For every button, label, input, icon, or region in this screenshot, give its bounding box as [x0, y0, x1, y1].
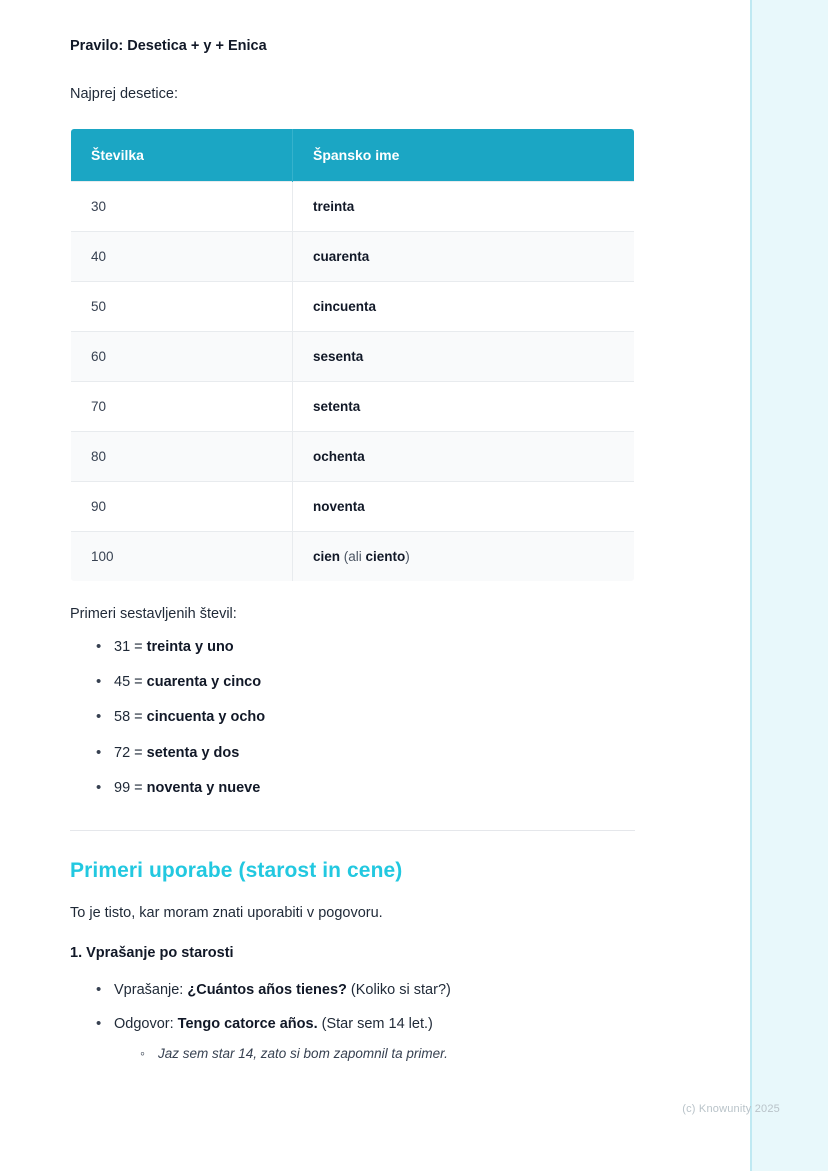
cell-spanish-main: cien — [313, 548, 341, 564]
cell-number: 100 — [71, 531, 293, 581]
section-intro: To je tisto, kar moram znati uporabiti v pogovoru. — [70, 904, 383, 921]
column-header-spanish: Špansko ime — [293, 128, 635, 181]
qa-note-list — [114, 1044, 680, 1064]
example-number: 45 = — [114, 673, 147, 690]
example-number: 72 = — [114, 744, 147, 761]
cell-number: 50 — [71, 281, 293, 331]
table-row — [71, 331, 635, 381]
qa-lead: Vprašanje: — [114, 981, 188, 998]
cell-spanish: setenta — [293, 381, 635, 431]
examples-label: Primeri sestavljenih števil: — [70, 605, 237, 622]
page-side-strip — [750, 0, 828, 1171]
cell-spanish: treinta — [293, 181, 635, 231]
rule-label: Pravilo — [70, 38, 119, 54]
cell-spanish: ochenta — [293, 431, 635, 481]
list-item — [96, 979, 680, 1001]
cell-number: 90 — [71, 481, 293, 531]
table-header-row — [71, 128, 635, 181]
cell-number: 40 — [71, 231, 293, 281]
alt-word: ciento — [365, 548, 406, 564]
rule-heading — [70, 36, 680, 58]
qa-translation: (Koliko si star?) — [346, 981, 451, 998]
table-row — [71, 481, 635, 531]
alt-prefix: (ali — [340, 548, 366, 564]
list-item — [96, 1013, 680, 1064]
table-row — [71, 281, 635, 331]
rule-text: : Desetica + y + Enica — [118, 38, 267, 54]
example-word: noventa y nueve — [146, 780, 261, 797]
list-item: ◦ Jaz sem star 14, zato si bom zapomnil ta primer. — [140, 1044, 680, 1064]
intro-text: Najprej desetice: — [70, 85, 178, 102]
example-word: cincuenta y ocho — [146, 709, 266, 726]
cell-spanish: cuarenta — [293, 231, 635, 281]
numbers-table — [70, 128, 635, 582]
table-row — [71, 231, 635, 281]
list-item — [96, 706, 680, 728]
watermark: (c) Knowunity 2025 — [682, 1103, 780, 1115]
qa-list — [70, 979, 680, 1064]
list-item — [96, 742, 680, 764]
table-row — [71, 181, 635, 231]
list-item — [96, 777, 680, 799]
cell-number: 30 — [71, 181, 293, 231]
table-row — [71, 431, 635, 481]
list-item — [96, 636, 680, 658]
example-number: 99 = — [114, 780, 147, 797]
example-number: 31 = — [114, 638, 147, 655]
column-header-number: Številka — [71, 128, 293, 181]
cell-spanish: cincuenta — [293, 281, 635, 331]
table-row — [71, 531, 635, 581]
qa-phrase: Tengo catorce años. — [177, 1016, 318, 1033]
numbers-table-body — [71, 181, 635, 581]
qa-translation: (Star sem 14 let.) — [317, 1016, 433, 1033]
section-title: Primeri uporabe (starost in cene) — [70, 858, 403, 882]
example-word: setenta y dos — [146, 744, 240, 761]
cell-spanish — [293, 531, 635, 581]
example-word: cuarenta y cinco — [146, 673, 262, 690]
cell-spanish: noventa — [293, 481, 635, 531]
cell-number: 60 — [71, 331, 293, 381]
examples-list — [70, 636, 680, 800]
alt-suffix: ) — [405, 548, 410, 564]
example-number: 58 = — [114, 709, 147, 726]
cell-number: 70 — [71, 381, 293, 431]
list-item — [96, 671, 680, 693]
cell-spanish-alt — [340, 549, 410, 564]
qa-lead: Odgovor: — [114, 1016, 178, 1033]
section-divider — [70, 830, 635, 831]
example-word: treinta y uno — [146, 638, 234, 655]
cell-spanish: sesenta — [293, 331, 635, 381]
cell-number: 80 — [71, 431, 293, 481]
table-row — [71, 381, 635, 431]
qa-phrase: ¿Cuántos años tienes? — [187, 981, 347, 998]
subsection-title: 1. Vprašanje po starosti — [70, 944, 234, 961]
numbers-table-head — [71, 128, 635, 181]
